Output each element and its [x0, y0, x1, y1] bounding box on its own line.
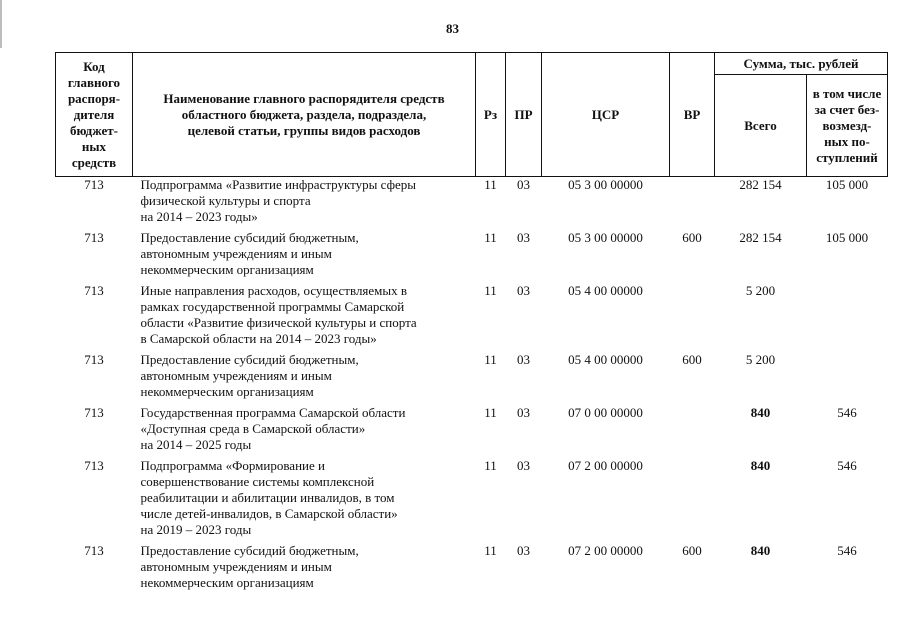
cell-incl: 546	[837, 543, 857, 558]
header-total: Всего	[715, 75, 807, 177]
cell-csr: 07 0 00 00000	[568, 405, 643, 420]
cell-total: 282 154	[739, 177, 782, 192]
cell-kod: 713	[84, 458, 104, 473]
cell-vr	[670, 405, 715, 458]
table-row	[56, 230, 888, 283]
header-name: Наименование главного распорядителя средств областного бюджета, раздела, подраздела, целевой статьи, группы видов расходов	[133, 53, 476, 177]
header-kod: Код главного распоря- дителя бюджет- ных средств	[56, 53, 133, 177]
cell-incl: 546	[837, 458, 857, 473]
cell-rz: 11	[484, 543, 497, 558]
cell-name: Подпрограмма «Развитие инфраструктуры сферы физической культуры и спорта на 2014 – 2023 годы»	[140, 177, 417, 224]
cell-csr: 05 3 00 00000	[568, 230, 643, 245]
header-vr: ВР	[670, 53, 715, 177]
cell-pr: 03	[517, 543, 530, 558]
cell-vr: 600	[682, 543, 702, 558]
cell-name: Предоставление субсидий бюджетным, автономным учреждениям и иным некоммерческим организациям	[140, 543, 359, 590]
header-sum-title: Сумма, тыс. рублей	[715, 53, 888, 75]
cell-pr: 03	[517, 405, 530, 420]
table-row	[56, 458, 888, 543]
cell-name: Государственная программа Самарской области «Доступная среда в Самарской области» на 2014 – 2025 годы	[140, 405, 406, 452]
table-body	[56, 177, 888, 597]
cell-incl: 105 000	[825, 230, 869, 245]
cell-kod: 713	[84, 230, 104, 245]
cell-kod: 713	[84, 177, 104, 192]
cell-name: Подпрограмма «Формирование и совершенствование системы комплексной реабилитации и абилитации инвалидов, в том числе детей-инвалидов, в Самарской области» на 2019 – 2023 годы	[140, 458, 398, 537]
cell-csr: 07 2 00 00000	[568, 458, 643, 473]
cell-rz: 11	[484, 352, 497, 367]
cell-vr	[670, 177, 715, 231]
table-row	[56, 283, 888, 352]
cell-rz: 11	[484, 458, 497, 473]
cell-pr: 03	[517, 458, 530, 473]
cell-name: Предоставление субсидий бюджетным, автономным учреждениям и иным некоммерческим организациям	[140, 230, 359, 277]
header-pr: ПР	[506, 53, 542, 177]
header-incl: в том числе за счет без- возмезд- ных по- ступлений	[807, 75, 888, 177]
header-rz: Рз	[476, 53, 506, 177]
table-row	[56, 543, 888, 596]
table-header	[56, 53, 888, 177]
cell-vr	[670, 458, 715, 543]
cell-incl: 105 000	[825, 177, 869, 192]
table-row	[56, 352, 888, 405]
cell-total: 5 200	[745, 352, 776, 367]
cell-rz: 11	[484, 283, 497, 298]
cell-vr: 600	[682, 230, 702, 245]
page-number: 83	[446, 21, 459, 36]
cell-vr: 600	[682, 352, 702, 367]
cell-total: 282 154	[739, 230, 782, 245]
cell-incl	[807, 352, 888, 405]
cell-total: 840	[750, 458, 771, 473]
cell-kod: 713	[84, 352, 104, 367]
cell-incl	[807, 283, 888, 352]
cell-csr: 05 3 00 00000	[568, 177, 643, 192]
cell-csr: 07 2 00 00000	[568, 543, 643, 558]
cell-kod: 713	[84, 405, 104, 420]
cell-csr: 05 4 00 00000	[568, 352, 643, 367]
cell-rz: 11	[484, 177, 497, 192]
cell-total: 840	[750, 543, 771, 558]
cell-total: 840	[750, 405, 771, 420]
header-csr: ЦСР	[542, 53, 670, 177]
cell-total: 5 200	[745, 283, 776, 298]
cell-csr: 05 4 00 00000	[568, 283, 643, 298]
cell-incl: 546	[837, 405, 857, 420]
cell-kod: 713	[84, 543, 104, 558]
cell-name: Иные направления расходов, осуществляемых в рамках государственной программы Самарской области «Развитие физической культуры и спорта в Самарской области на 2014 – 2023 годы»	[140, 283, 417, 346]
cell-rz: 11	[484, 405, 497, 420]
cell-vr	[670, 283, 715, 352]
table-row	[56, 177, 888, 231]
cell-pr: 03	[517, 177, 530, 192]
cell-rz: 11	[484, 230, 497, 245]
cell-kod: 713	[84, 283, 104, 298]
cell-pr: 03	[517, 352, 530, 367]
cell-pr: 03	[517, 230, 530, 245]
cell-name: Предоставление субсидий бюджетным, автономным учреждениям и иным некоммерческим организациям	[140, 352, 359, 399]
table-row	[56, 405, 888, 458]
budget-table	[55, 52, 888, 596]
cell-pr: 03	[517, 283, 530, 298]
